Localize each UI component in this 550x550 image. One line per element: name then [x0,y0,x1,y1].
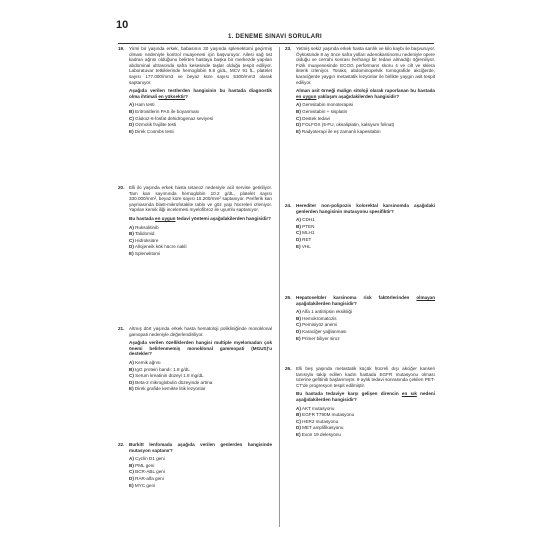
option-b[interactable] [129,367,272,373]
option-letter: B) [296,108,301,114]
option-letter: E) [129,250,134,256]
option-c[interactable] [296,230,435,236]
option-text: Direk grafide kemikte litik lezyonlar [134,386,206,392]
option-c[interactable] [129,373,272,379]
option-text: CDH1 [302,217,315,223]
question-stem [296,295,435,306]
option-b[interactable] [296,316,435,322]
option-text: MET amplifikasyonu [302,425,344,431]
options-list [296,309,435,341]
option-e[interactable] [129,251,272,257]
question-number: 19. [118,46,125,51]
prompt-text: Bu hastada [129,215,156,221]
option-text: PTEN [302,223,315,229]
option-text: Cyclin D1 geni [135,456,165,462]
option-text: Glukoz-6-fosfat dehidrogenaz seviyesi [135,115,214,121]
option-letter: A) [296,405,301,411]
option-text: VHL [301,243,311,249]
option-text: AKT mutasyonu [301,405,335,411]
option-letter: C) [129,237,134,243]
option-letter: E) [296,431,301,437]
option-text: Exon 19 delesyonu [301,431,341,437]
option-text: Radyoterapi ile eş zamanlı kapesitabin [301,128,381,134]
stem-emphasis: olmayan [416,295,435,300]
option-a[interactable] [296,309,435,315]
question-stem: Altmış dört yaşında erkek hasta hematoloji polikliniğinde monoklonal gamopati nedeniyle değerlendiriliyor. [129,326,272,337]
option-letter: E) [296,243,301,249]
option-letter: A) [296,309,301,315]
option-letter: E) [296,128,301,134]
option-letter: C) [129,115,134,121]
question-26 [285,366,435,439]
stem-text-end: aşağıdakilerden hangisidir? [296,300,357,306]
option-text: EGFR T790M mutasyonu [302,412,355,418]
option-d[interactable] [129,476,272,482]
option-letter: E) [129,128,134,134]
option-d[interactable] [129,380,272,386]
option-letter: A) [129,359,134,365]
options-list [296,406,435,438]
question-prompt [129,216,272,222]
options-list [129,360,272,392]
option-letter: D) [296,425,301,431]
prompt-emphasis: en sık [401,391,417,397]
option-text: Gemsitabin + sisplatin [302,108,348,114]
option-b[interactable] [296,412,435,418]
option-text: Talidomid [135,231,155,237]
question-prompt [296,88,435,99]
prompt-text: Aşağıda verilen testlerden hangisinin bu hastada diagnostik olma ihtimali [129,88,272,99]
question-stem: Yetmiş sekiz yaşında erkek hasta sarılık ve kilo kaybı ile başvuruyor. Öyküsünde 8 ay önce safra yolları adenokarsinomu nedeniyle opere olduğu ve cerrahi sonrası herhangi bir tedavi almadığı öğreniliyor. Fizik muayenesinde ECOG performans skoru 4 ve cilt ve sklera ikterik izleniyor. Toraks, abdominopelvik tomografide akciğerde, karaciğerde yaygın metastatik lezyonlar ile birlikte yaygın asit tespit ediliyor. [296,46,435,85]
option-letter: B) [296,223,301,229]
option-d[interactable] [129,122,272,128]
option-text: Ham testi [135,102,155,108]
option-e[interactable] [296,244,435,250]
question-21 [118,326,272,393]
prompt-text-end: yaklaşım aşağıdakilerden hangisidir? [316,93,400,99]
question-prompt [296,391,435,402]
option-text: RAR-alfa geni [135,475,164,481]
option-text: MLH1 [302,230,315,236]
option-text: BCR-ABL geni [135,469,165,475]
option-a[interactable] [296,406,435,412]
option-b[interactable] [129,109,272,115]
option-text: Hidroksiüre [135,237,159,243]
options-list [296,102,435,134]
option-c[interactable] [129,469,272,475]
prompt-emphasis: en uygun [155,215,176,221]
option-text: Pernisiyöz anemi [302,322,338,328]
option-c[interactable] [129,238,272,244]
option-letter: B) [129,462,134,468]
option-d[interactable] [129,244,272,250]
option-letter: B) [129,366,134,372]
prompt-emphasis: en uygun [296,93,317,99]
option-letter: D) [129,475,134,481]
option-d[interactable] [296,237,435,243]
option-e[interactable] [296,336,435,342]
option-letter: E) [296,335,301,341]
option-e[interactable] [296,432,435,438]
question-24 [285,203,435,250]
option-text: Ruksolitinib [135,224,159,230]
option-text: RET [302,236,312,242]
question-number: 21. [118,326,125,331]
prompt-text-end: tedavi yöntemi aşağıdakilerden hangisidir? [175,215,271,221]
question-number: 22. [118,442,125,447]
question-stem: Herediter non-polipozis kolorektal karsinomda aşağıdaki genlerden hangisinin mutasyonu spesifiktir? [296,203,435,214]
option-text: Eritrositlerin PAS ile boyanması [135,108,200,114]
question-prompt: Aşağıda verilen özelliklerden hangisi multiple myelomadan çok önemi belirlenmemiş monoklonal gammopati (MGUS)'u destekler? [129,340,272,357]
option-letter: B) [129,231,134,237]
option-letter: A) [129,456,134,462]
option-letter: B) [129,108,134,114]
option-a[interactable] [296,102,435,108]
option-text: Alfa 1 antitripsin eksikliği [301,309,352,315]
option-text: Splenektomi [134,250,161,256]
question-prompt [129,88,272,99]
question-number: 20. [118,185,125,190]
question-25 [285,295,435,342]
option-e[interactable] [129,129,272,135]
option-letter: B) [296,412,301,418]
option-letter: D) [296,236,301,242]
question-stem: Burkitt lenfomada aşağıda verilen genlerden hangisinde mutasyon saptanır? [129,442,272,453]
option-text: FOLFOX (5-FU, oksaliplatin, kalsiyum folinat) [302,122,395,128]
option-letter: C) [296,322,301,328]
question-stem: Elli beş yaşında metastatik küçük hücreli dışı akciğer kanseri tanısıyla takip edilen kadın hastada EGFR mutasyonu olması üzerine gefitinib başlanmıştır. 9 aylık tedavi sonrasında çekilen PET-CT'de progresyon tespit edilmiştir. [296,366,435,388]
option-letter: E) [129,386,134,392]
option-letter: C) [129,469,134,475]
option-b[interactable] [129,231,272,237]
option-a[interactable] [129,456,272,462]
option-letter: A) [129,102,134,108]
question-23 [285,46,435,135]
option-text: PML geni [135,462,155,468]
option-letter: C) [296,230,301,236]
page-header-title: 1. DENEME SINAVI SORULARI [227,34,323,40]
question-number: 25. [285,295,292,300]
page-number: 10 [116,19,129,31]
question-22 [118,442,272,489]
option-c[interactable] [296,419,435,425]
option-text: Ozmotik frajilite testi [135,122,177,128]
question-stem: Yirmi bir yaşında erkek, babasının 30 yaşında splenektomi geçirmiş olması nedeniyle kontrol muayenesi için başvuruyor. Ailesi sağ üst kadran ağrısı olduğunu belirten hastaya başka bir merkezde yapılan abdominal ultrasonda safra kesesinde taşlar olduğu tespit ediliyor. Laboratuvar tetkiklerinde hemoglobin 9.8 g/dL, MCV 91 fL, platelet sayısı 177.000/mm3 ve beyaz küre sayısı 5300/mm3 olarak saptanıyor. [129,46,272,85]
option-text: Beta-2 mikroglobulin düzeyinde artma [135,379,213,385]
option-d[interactable] [296,122,435,128]
question-number: 26. [285,366,292,371]
option-text: Allojeneik kök hücre nakli [134,244,187,250]
option-letter: D) [129,379,134,385]
options-list [296,217,435,249]
option-letter: D) [129,244,134,250]
option-text: Hemokromatozis [302,315,337,321]
question-number: 23. [285,46,292,51]
option-text: Kemik ağrısı [135,359,161,365]
options-list [129,225,272,257]
option-text: Serum kreatinin düzeyi 1.8 mg/dL [135,373,204,379]
option-b[interactable] [296,109,435,115]
option-c[interactable] [296,116,435,122]
option-text: MYC geni [134,482,156,488]
option-a[interactable] [129,225,272,231]
option-text: Primer biliyer siroz [301,335,340,341]
prompt-text: Alınan asit örneği malign sitoloji olarak raporlanan bu hastada [296,88,435,94]
option-text: Direk Coombs testi [134,128,174,134]
option-text: Karaciğer yağlanması [302,328,347,334]
option-b[interactable] [296,224,435,230]
prompt-text-end: nedeni aşağıdakilerden hangisidir? [296,391,435,402]
prompt-emphasis: en yüksektir [158,93,186,99]
option-e[interactable] [296,129,435,135]
option-letter: E) [129,482,134,488]
option-d[interactable] [296,329,435,335]
option-b[interactable] [129,463,272,469]
option-a[interactable] [129,102,272,108]
header-divider [118,43,434,44]
option-letter: C) [129,373,134,379]
stem-text: Hepatoselüler karsinoma risk faktörlerinden [296,295,417,300]
question-number: 24. [285,203,292,208]
option-c[interactable] [129,116,272,122]
prompt-text-end: ? [185,93,188,99]
option-c[interactable] [296,322,435,328]
option-letter: D) [296,122,301,128]
question-20 [118,185,272,258]
prompt-text: Bu hastada tedaviye karşı gelişen direncin [296,391,402,397]
option-letter: C) [296,115,301,121]
option-d[interactable] [296,425,435,431]
options-list [129,102,272,134]
option-a[interactable] [296,217,435,223]
option-letter: A) [296,102,301,108]
option-letter: D) [296,328,301,334]
option-letter: C) [296,418,301,424]
option-e[interactable] [129,483,272,489]
option-letter: D) [129,122,134,128]
question-stem: Elli iki yaşında erkek hasta tetanoz nedeniyle acil servise getiriliyor. Tam kan sayımında hemoglobin 10.2 g/dL, platelet sayısı 330.000/mm², beyaz küre sayısı 15.200/mm² saptanıyor. Periferik kan yaymasında blast-mikrofotakite tablo ve göz yaşı hücreleri izleniyor. Yapılan kemik iliği incelemesi myelofibroz ile uyumlu saptanıyor. [129,185,272,213]
option-letter: B) [296,315,301,321]
options-list [129,456,272,488]
option-text: HER2 mutasyonu [302,418,339,424]
option-text: Gemsitabin monoterapisi [302,102,353,108]
option-text: IgG protein bandı: 1.8 g/dL [135,366,190,372]
option-a[interactable] [129,360,272,366]
option-letter: A) [296,217,301,223]
option-e[interactable] [129,386,272,392]
column-divider [279,47,280,527]
question-19 [118,46,272,135]
option-text: Destek tedavi [302,115,330,121]
option-letter: A) [129,224,134,230]
